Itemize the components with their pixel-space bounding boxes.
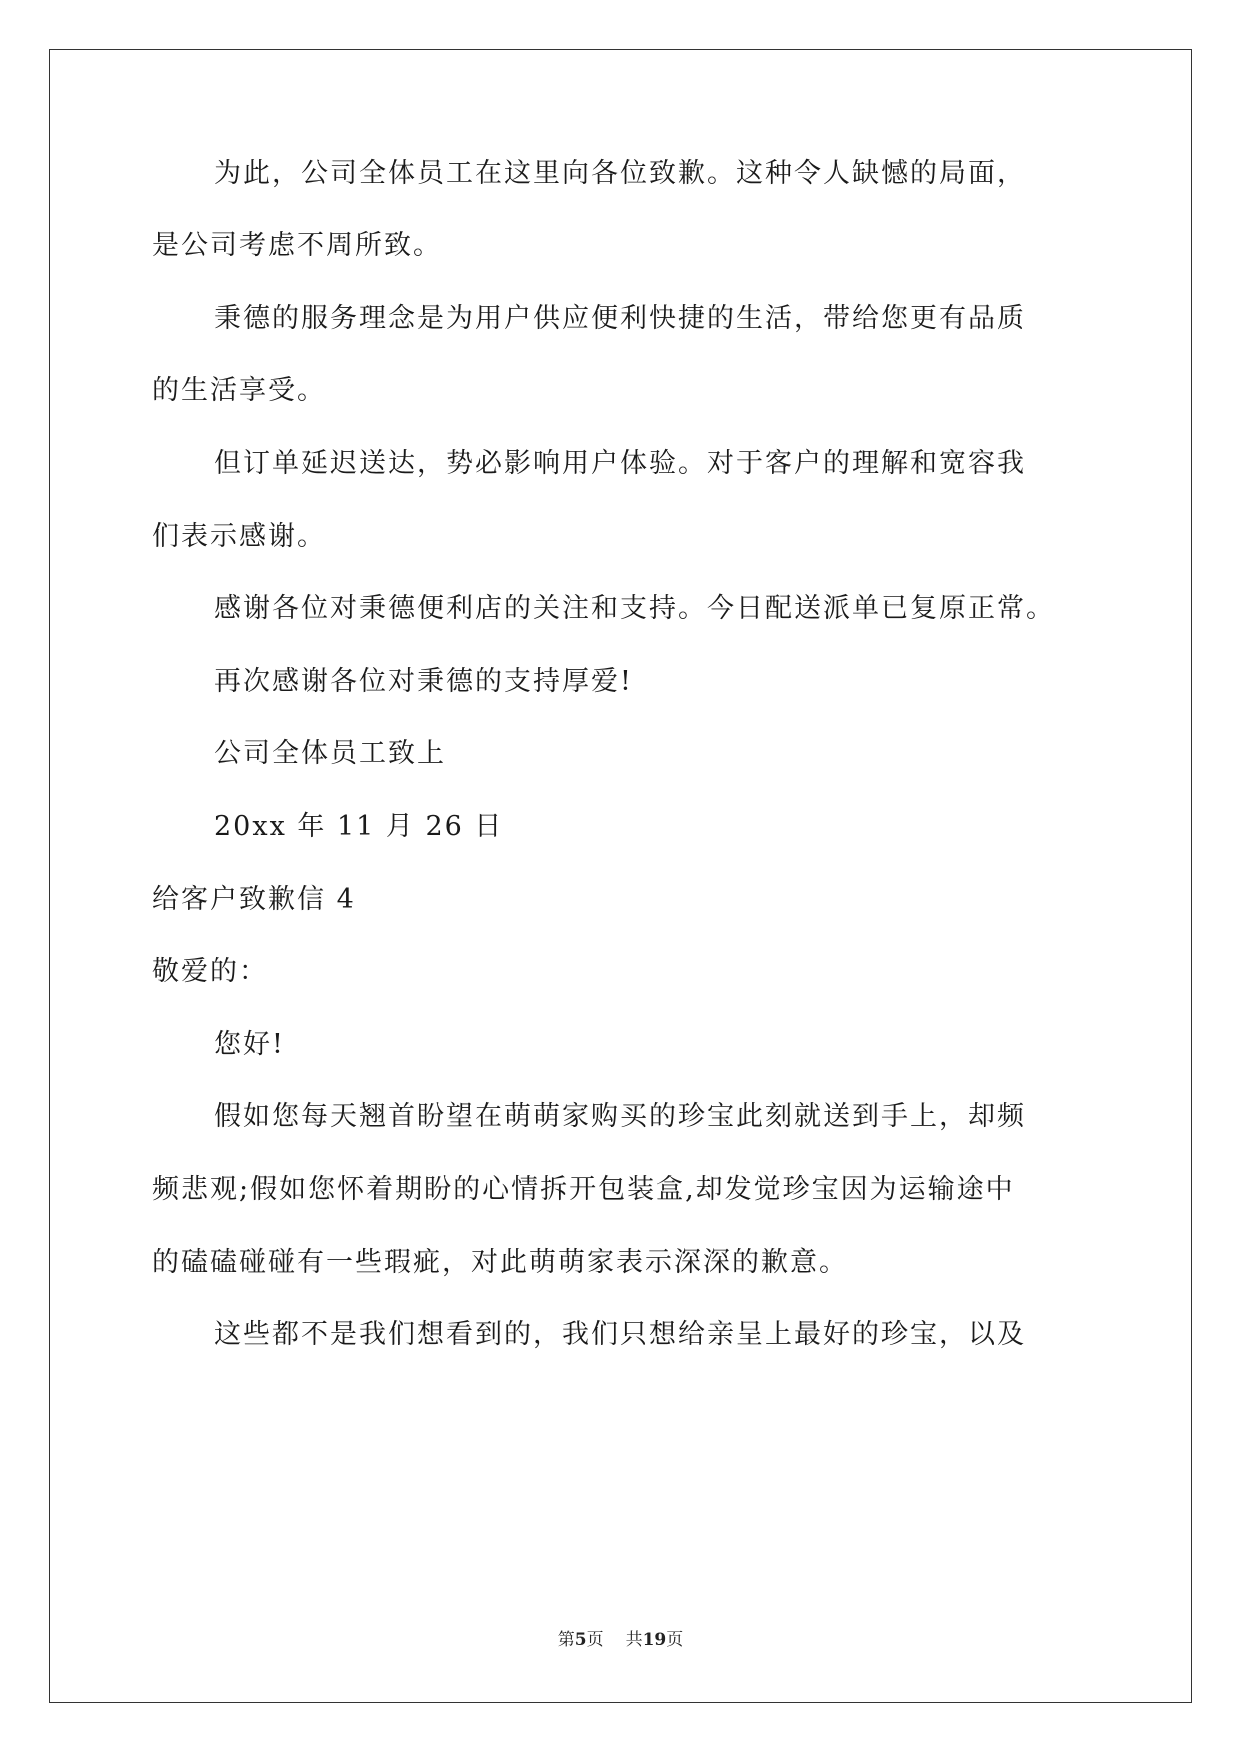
paragraph-line: 感谢各位对秉德便利店的关注和支持。今日配送派单已复原正常。 [214, 593, 1055, 624]
paragraph-line: 的生活享受。 [152, 375, 326, 406]
paragraph-line: 们表示感谢。 [152, 521, 326, 552]
page-border [49, 49, 1192, 1703]
total-pages: 19 [642, 1630, 667, 1650]
page-current: 5 [574, 1630, 587, 1650]
paragraph-line: 的磕磕碰碰有一些瑕疵，对此萌萌家表示深深的歉意。 [152, 1247, 848, 1278]
paragraph-line: 是公司考虑不周所致。 [152, 230, 442, 261]
paragraph-line: 但订单延迟送达，势必影响用户体验。对于客户的理解和宽容我 [214, 448, 1026, 479]
signature-line: 公司全体员工致上 [214, 738, 446, 769]
paragraph-line: 假如您每天翘首盼望在萌萌家购买的珍宝此刻就送到手上，却频 [214, 1101, 1026, 1132]
total-suffix: 页 [666, 1630, 684, 1650]
page-suffix: 页 [586, 1630, 604, 1650]
paragraph-line: 秉德的服务理念是为用户供应便利快捷的生活，带给您更有品质 [214, 303, 1026, 334]
date-line: 20xx 年 11 月 26 日 [214, 811, 504, 842]
salutation: 敬爱的： [152, 956, 268, 987]
paragraph-line: 再次感谢各位对秉德的支持厚爱! [214, 666, 633, 697]
paragraph-line: 频悲观;假如您怀着期盼的心情拆开包装盒,却发觉珍宝因为运输途中 [152, 1174, 1015, 1205]
letter-title: 给客户致歉信 4 [152, 884, 356, 915]
greeting: 您好! [214, 1029, 285, 1060]
total-prefix: 共 [625, 1630, 643, 1650]
page-footer [0, 1625, 1241, 1650]
page-prefix: 第 [557, 1630, 575, 1650]
paragraph-line: 为此，公司全体员工在这里向各位致歉。这种令人缺憾的局面， [214, 158, 1026, 189]
paragraph-line: 这些都不是我们想看到的，我们只想给亲呈上最好的珍宝，以及 [214, 1319, 1026, 1350]
